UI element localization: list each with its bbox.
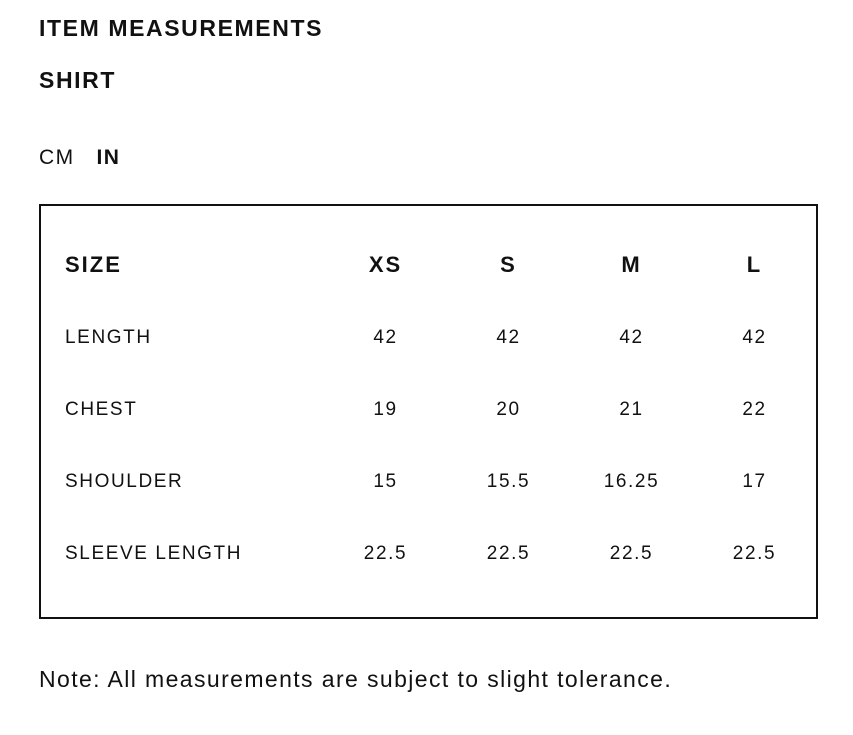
size-header-xs: XS bbox=[368, 252, 403, 277]
table-cell: 22.5 bbox=[486, 543, 531, 564]
size-header-row bbox=[41, 206, 816, 302]
table-cell: 15 bbox=[373, 471, 398, 492]
table-cell: 21 bbox=[619, 399, 644, 420]
product-type-heading: SHIRT bbox=[39, 67, 116, 93]
table-cell: 42 bbox=[742, 327, 767, 348]
row-label-chest: CHEST bbox=[65, 399, 138, 420]
row-label-length: LENGTH bbox=[65, 327, 152, 348]
table-cell: 22 bbox=[742, 399, 767, 420]
table-cell: 22.5 bbox=[609, 543, 654, 564]
size-chart bbox=[39, 204, 818, 619]
table-row bbox=[41, 374, 816, 446]
unit-option-cm[interactable]: CM bbox=[39, 146, 75, 169]
table-cell: 16.25 bbox=[603, 471, 660, 492]
table-cell: 22.5 bbox=[732, 543, 777, 564]
size-header-s: S bbox=[500, 252, 517, 277]
table-cell: 19 bbox=[373, 399, 398, 420]
table-row bbox=[41, 446, 816, 518]
unit-option-in[interactable]: IN bbox=[96, 146, 121, 169]
row-label-shoulder: SHOULDER bbox=[65, 471, 184, 492]
size-table bbox=[41, 206, 816, 590]
row-label-sleeve-length: SLEEVE LENGTH bbox=[65, 543, 243, 564]
table-cell: 17 bbox=[742, 471, 767, 492]
tolerance-note: Note: All measurements are subject to slight tolerance. bbox=[39, 666, 673, 692]
table-row bbox=[41, 302, 816, 374]
table-cell: 42 bbox=[496, 327, 521, 348]
table-cell: 22.5 bbox=[363, 543, 408, 564]
unit-toggle bbox=[39, 145, 120, 171]
table-cell: 42 bbox=[373, 327, 398, 348]
table-cell: 15.5 bbox=[486, 471, 531, 492]
page-title: ITEM MEASUREMENTS bbox=[39, 15, 324, 41]
table-cell: 42 bbox=[619, 327, 644, 348]
table-row bbox=[41, 518, 816, 590]
table-cell: 20 bbox=[496, 399, 521, 420]
size-header-m: M bbox=[621, 252, 642, 277]
size-header-label: SIZE bbox=[65, 252, 122, 277]
size-header-l: L bbox=[746, 252, 763, 277]
